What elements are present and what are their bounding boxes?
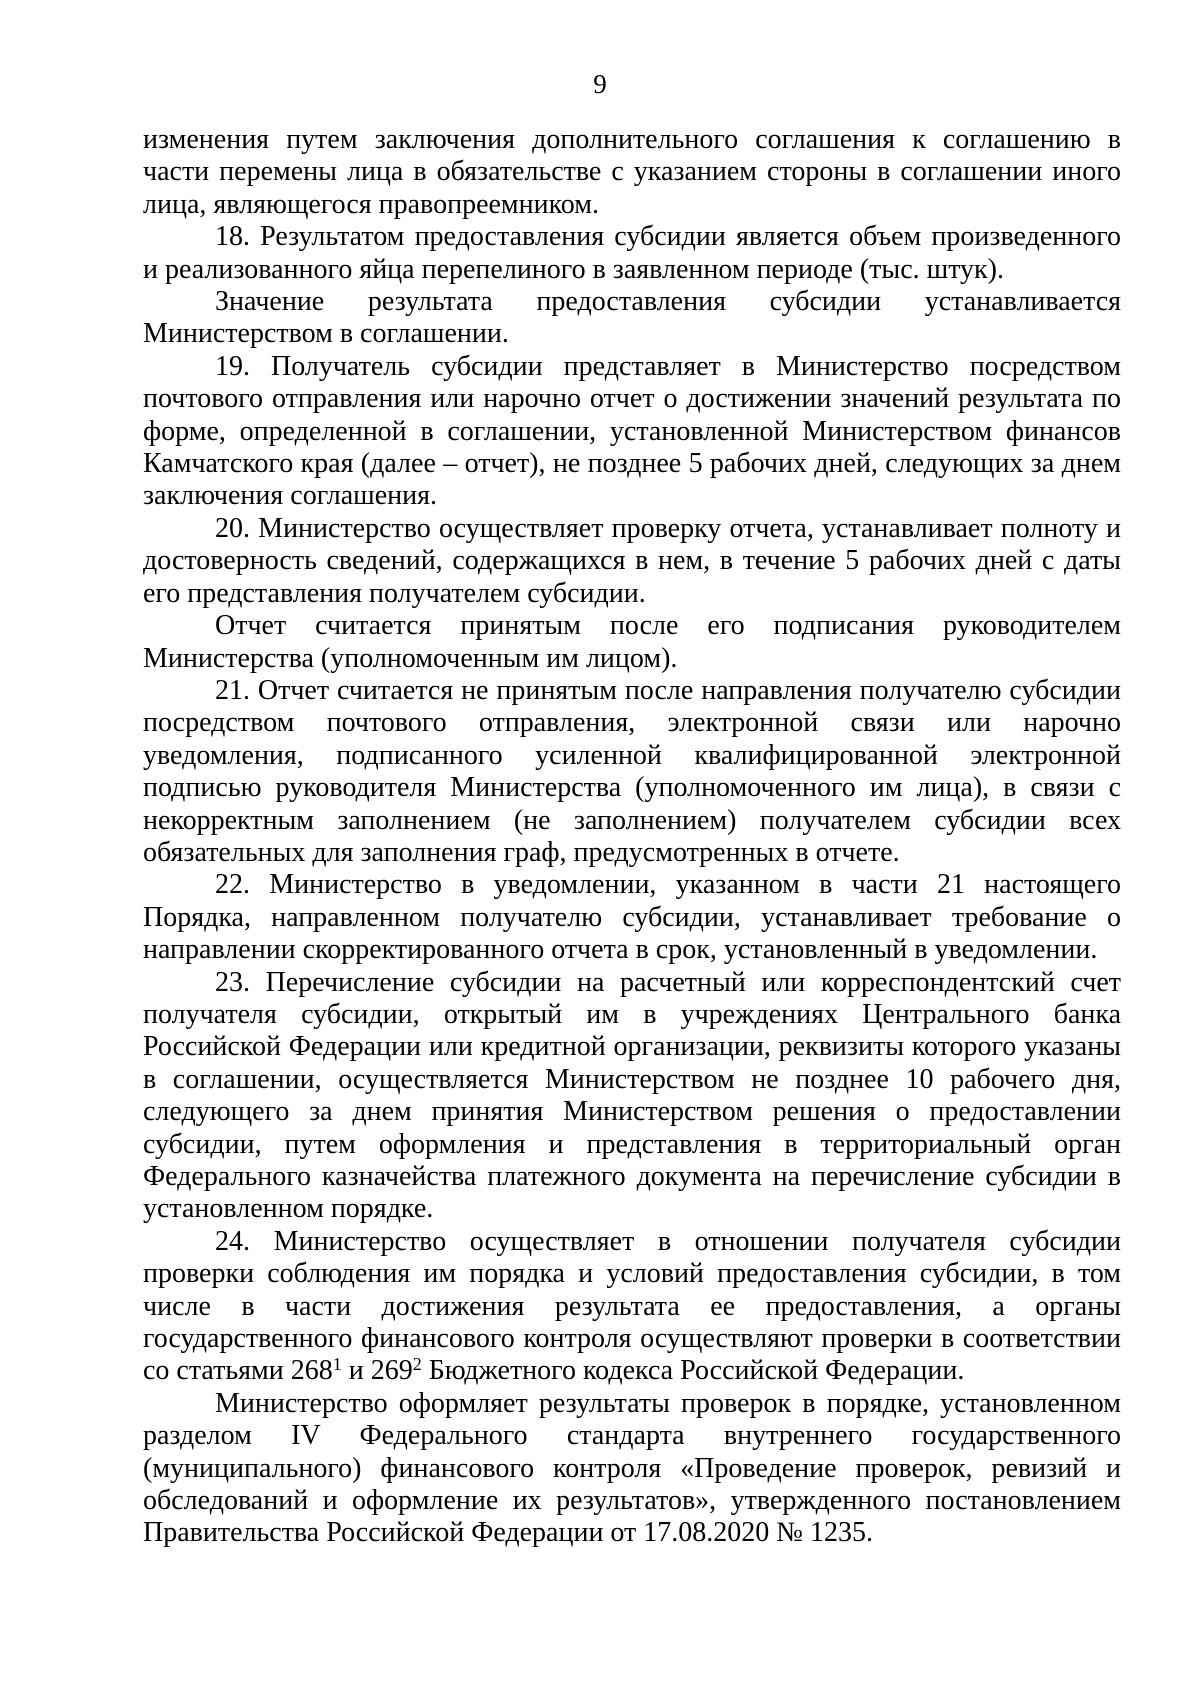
paragraph-24-text-end: Бюджетного кодекса Российской Федерации. [421,1355,965,1387]
superscript-2: 2 [412,1354,422,1375]
paragraph-18: 18. Результатом предоставления субсидии является объем произведенного и реализованного яйца перепелиного в заявленном периоде (тыс. штук). [143,221,1121,285]
page-number: 9 [593,69,607,99]
document-body [143,124,1121,1550]
paragraph-20: 20. Министерство осуществляет проверку отчета, устанавливает полноту и достоверность сведений, содержащихся в нем, в течение 5 рабочих дней с даты его представления получателем субсидии. [143,512,1121,609]
paragraph-20-accepted: Отчет считается принятым после его подписания руководителем Министерства (уполномоченным им лицом). [143,610,1121,674]
paragraph-continuation: изменения путем заключения дополнительного соглашения к соглашению в части перемены лица в обязательстве с указанием стороны в соглашении иного лица, являющегося правопреемником. [143,124,1121,220]
superscript-1: 1 [332,1354,342,1375]
paragraph-24 [143,1226,1121,1388]
paragraph-24-results: Министерство оформляет результаты проверок в порядке, установленном разделом IV Федерального стандарта внутреннего государственного (муниципального) финансового контроля «Проведение проверок, ревизий и обследований и оформление их результатов», утвержденного постановлением Правительства Российской Федерации от 17.08.2020 № 1235. [143,1387,1121,1549]
paragraph-22: 22. Министерство в уведомлении, указанном в части 21 настоящего Порядка, направленном получателю субсидии, устанавливает требование о направлении скорректированного отчета в срок, установленный в уведомлении. [143,869,1121,966]
paragraph-18-value: Значение результата предоставления субсидии устанавливается Министерством в соглашении. [143,286,1121,350]
paragraph-24-text-middle: и 269 [341,1355,413,1387]
paragraph-24-text-start: 24. Министерство осуществляет в отношении получателя субсидии проверки соблюдения им порядка и условий предоставления субсидии, в том числе в части достижения результата ее предоставления, а органы государственного финансового контроля осуществляют проверки в соответствии со статьями 268 [143,1225,1121,1387]
paragraph-21: 21. Отчет считается не принятым после направления получателю субсидии посредством почтового отправления, электронной связи или нарочно уведомления, подписанного усиленной квалифицированной электронной подписью руководителя Министерства (уполномоченного им лица), в связи с некорректным заполнением (не заполнением) получателем субсидии всех обязательных для заполнения граф, предусмотренных в отчете. [143,674,1121,868]
paragraph-23: 23. Перечисление субсидии на расчетный или корреспондентский счет получателя субсидии, открытый им в учреждениях Центрального банка Российской Федерации или кредитной организации, реквизиты которого указаны в соглашении, осуществляется Министерством не позднее 10 рабочего дня, следующего за днем принятия Министерством решения о предоставлении субсидии, путем оформления и представления в территориальный орган Федерального казначейства платежного документа на перечисление субсидии в установленном порядке. [143,966,1121,1225]
paragraph-19: 19. Получатель субсидии представляет в Министерство посредством почтового отправления или нарочно отчет о достижении значений результата по форме, определенной в соглашении, установленной Министерством финансов Камчатского края (далее – отчет), не позднее 5 рабочих дней, следующих за днем заключения соглашения. [143,350,1121,512]
